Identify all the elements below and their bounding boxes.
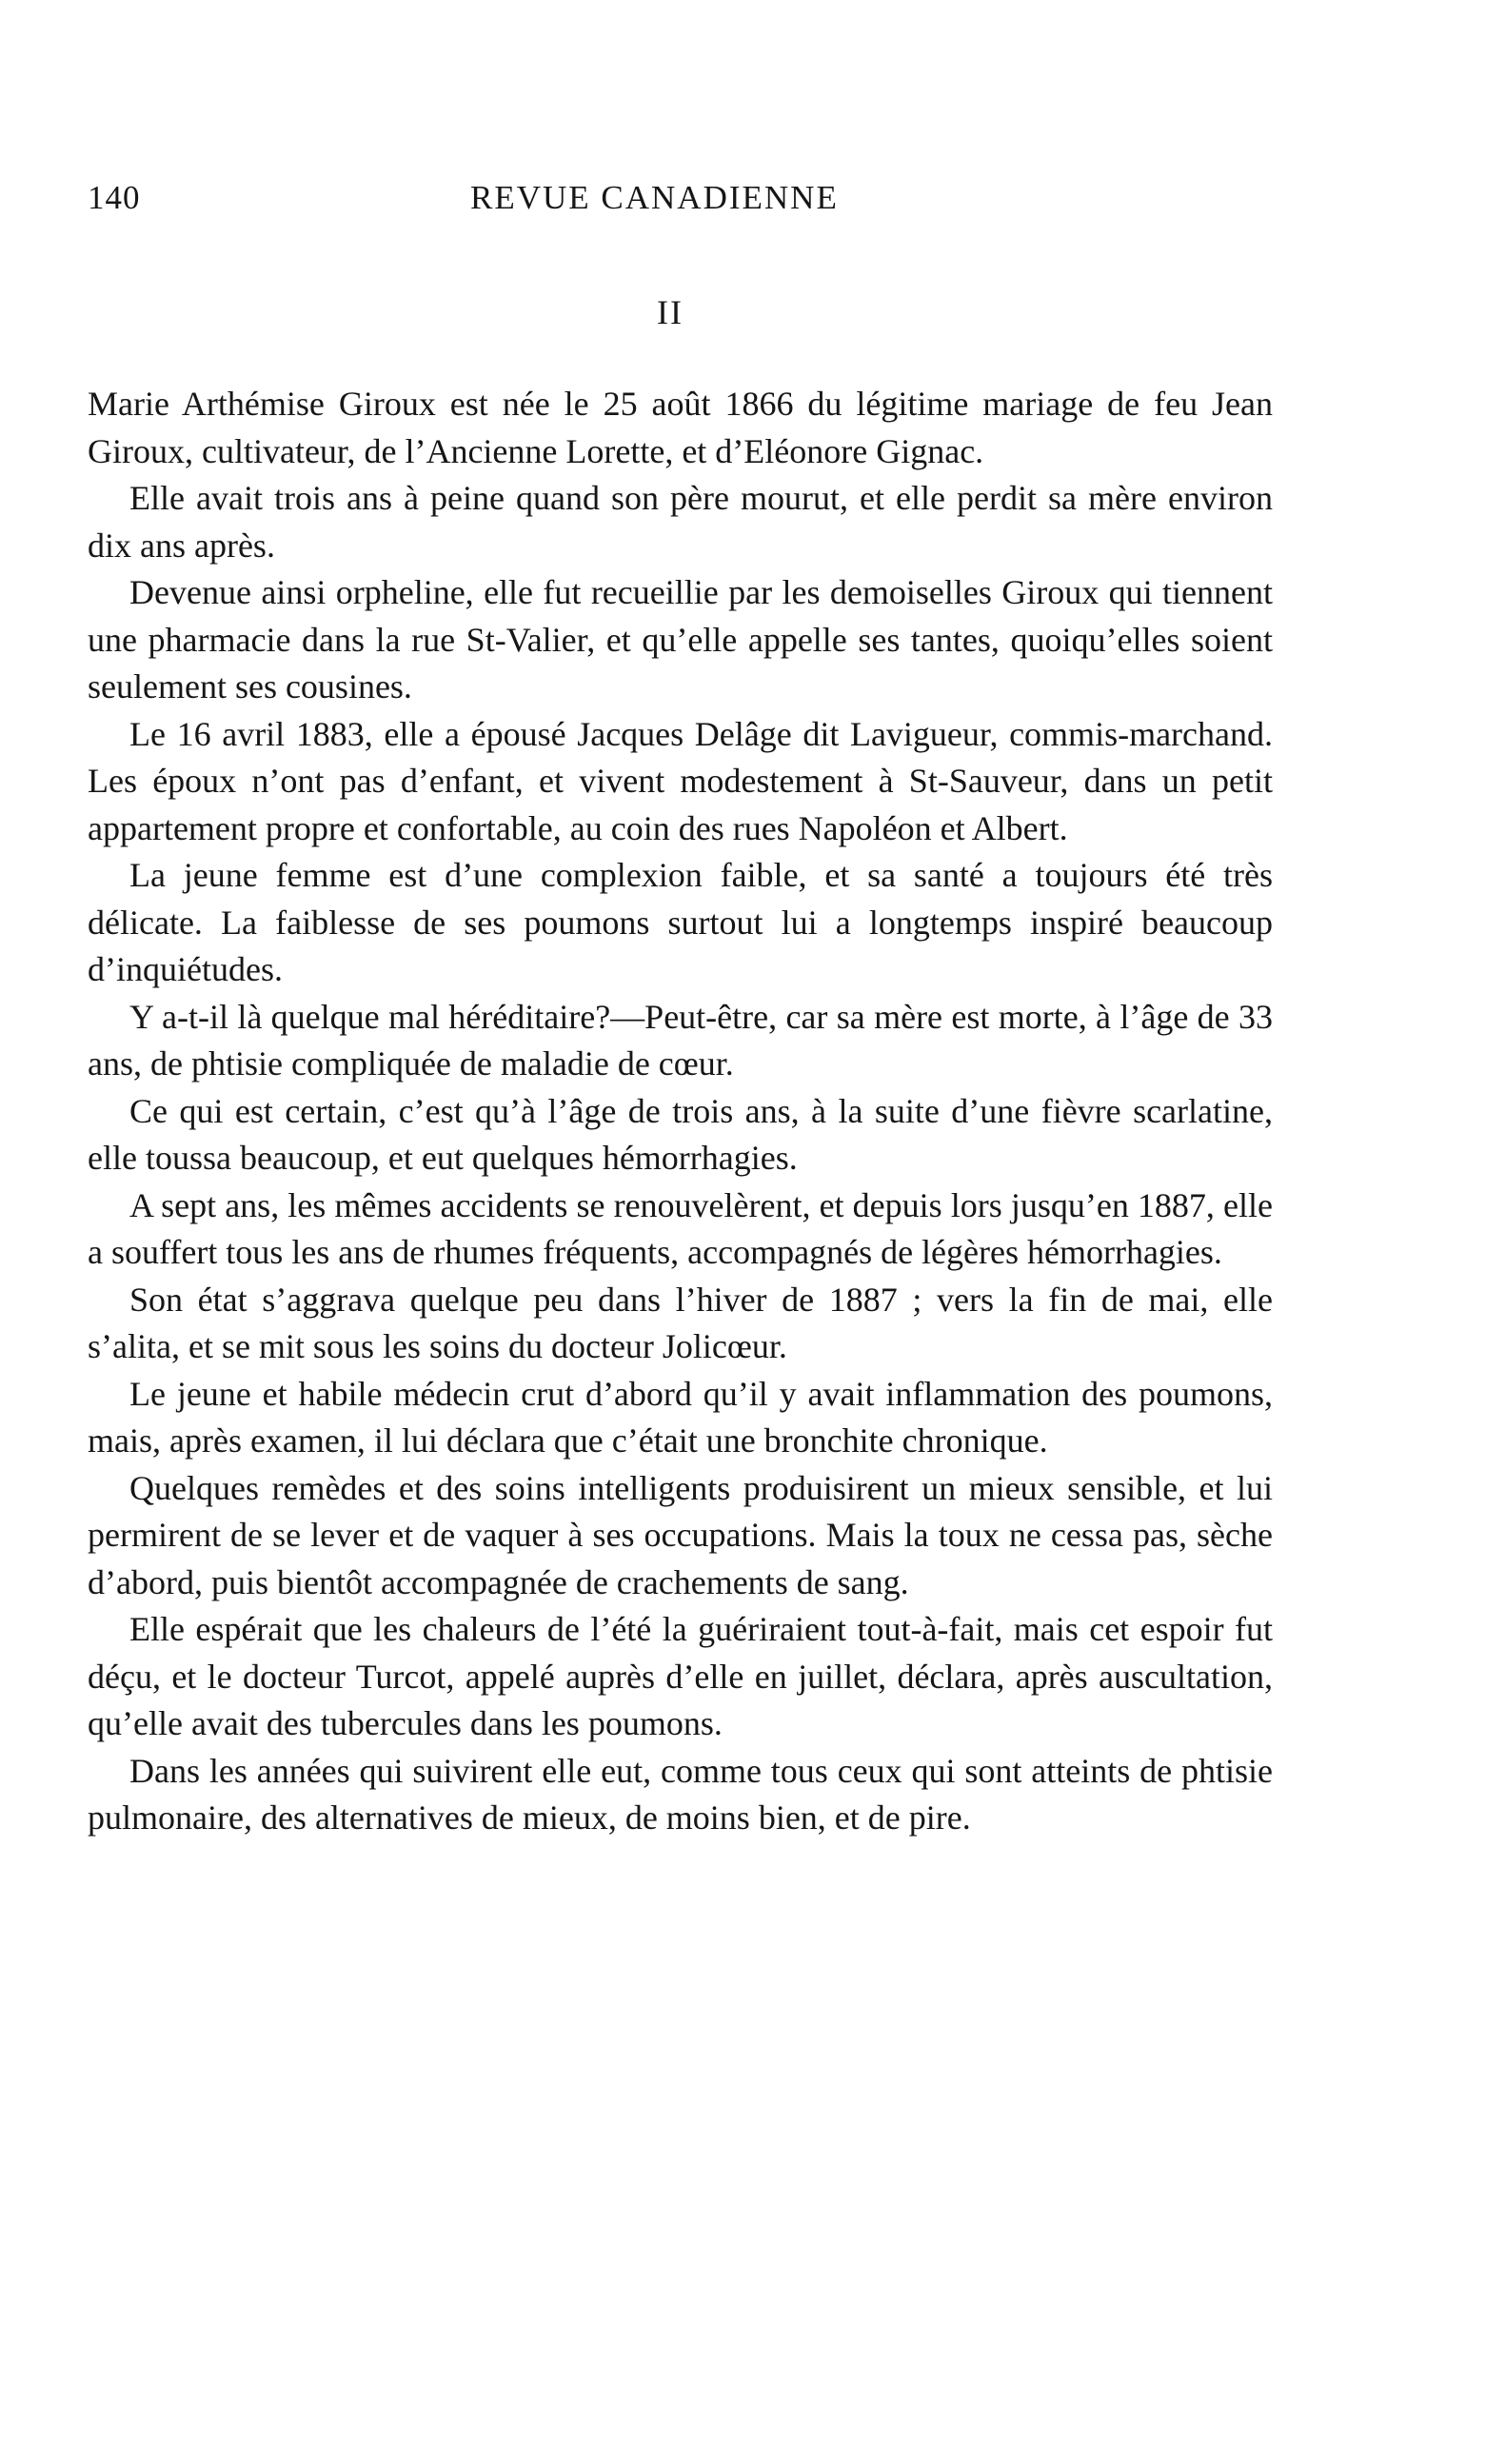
paragraph: La jeune femme est d’une complexion faible, et sa santé a toujours été très délicate. La faiblesse de ses poumons surtout lui a longtemps inspiré beaucoup d’inquiétudes. [88,856,1273,988]
page-number: 140 [88,179,141,216]
page-header [88,179,1278,227]
paragraph: Elle avait trois ans à peine quand son père mourut, et elle perdit sa mère environ dix ans après. [88,479,1273,565]
paragraph: Dans les années qui suivirent elle eut, comme tous ceux qui sont atteints de phtisie pulmonaire, des alternatives de mieux, de moins bien, et de pire. [88,1751,1273,1837]
paragraph: Le 16 avril 1883, elle a épousé Jacques Delâge dit Lavigueur, commis-marchand. Les époux n’ont pas d’enfant, et vivent modestement à St-Sauveur, dans un petit appartement propre et confortable, au coin des rues Napoléon et Albert. [88,714,1273,847]
paragraph: Son état s’aggrava quelque peu dans l’hiver de 1887 ; vers la fin de mai, elle s’alita, et se mit sous les soins du docteur Jolicœur. [88,1280,1273,1365]
paragraph: Y a-t-il là quelque mal héréditaire?—Peut-être, car sa mère est morte, à l’âge de 33 ans, de phtisie compliquée de maladie de cœur. [88,997,1273,1083]
paragraph: Elle espérait que les chaleurs de l’été la guériraient tout-à-fait, mais cet espoir fut déçu, et le docteur Turcot, appelé auprès d’elle en juillet, déclara, après auscultation, qu’elle avait des tubercules dans les poumons. [88,1610,1273,1742]
paragraph: Quelques remèdes et des soins intelligents produisirent un mieux sensible, et lui permirent de se lever et de vaquer à ses occupations. Mais la toux ne cessa pas, sèche d’abord, puis bientôt accompagnée de crachements de sang. [88,1468,1273,1601]
paragraph: Marie Arthémise Giroux est née le 25 août 1866 du légitime mariage de feu Jean Giroux, cultivateur, de l’Ancienne Lorette, et d’Eléonore Gignac. [88,385,1273,470]
body-text [88,381,1273,1842]
running-title: REVUE CANADIENNE [470,179,839,216]
section-heading: II [657,293,684,331]
paragraph: A sept ans, les mêmes accidents se renouvelèrent, et depuis lors jusqu’en 1887, elle a souffert tous les ans de rhumes fréquents, accompagnés de légères hémorrhagies. [88,1185,1273,1271]
paragraph: Le jeune et habile médecin crut d’abord qu’il y avait inflammation des poumons, mais, après examen, il lui déclara que c’était une bronchite chronique. [88,1374,1273,1460]
paragraph: Ce qui est certain, c’est qu’à l’âge de trois ans, à la suite d’une fièvre scarlatine, elle toussa beaucoup, et eut quelques hémorrhagies. [88,1091,1273,1177]
paragraph: Devenue ainsi orpheline, elle fut recueillie par les demoiselles Giroux qui tiennent une pharmacie dans la rue St-Valier, et qu’elle appelle ses tantes, quoiqu’elles soient seulement ses cousines. [88,573,1273,705]
